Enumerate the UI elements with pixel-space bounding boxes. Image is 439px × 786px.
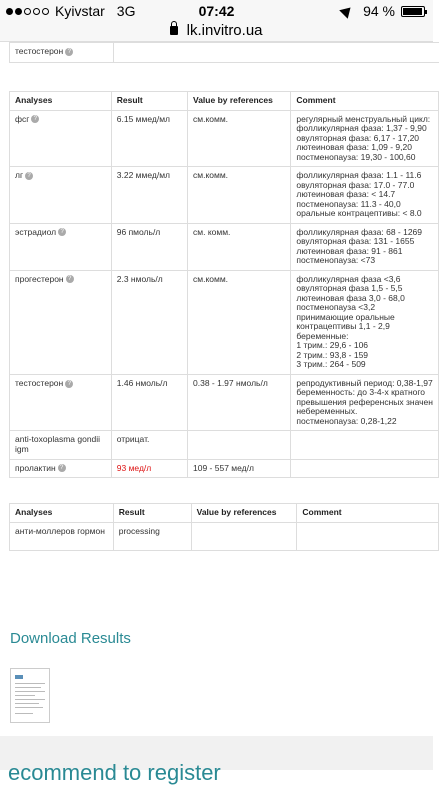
table-header-row	[10, 92, 439, 111]
comment-line: фолликулярная фаза: 1.1 - 11.6	[296, 171, 433, 181]
reference-value: см.комм.	[188, 270, 291, 374]
analysis-name: эстрадиол	[15, 227, 56, 237]
comment-cell	[291, 270, 439, 374]
help-icon[interactable]: ?	[58, 228, 66, 236]
comment-line: оральные контрацептивы: < 8.0	[296, 209, 433, 219]
comment-line: постменопауза: <73	[296, 256, 433, 266]
column-header-comment: Comment	[291, 92, 439, 111]
reference-value	[188, 431, 291, 459]
result-value: 3.22 ммед/мл	[111, 167, 187, 224]
comment-cell	[297, 522, 439, 550]
comment-cell	[291, 167, 439, 224]
comment-line: овуляторная фаза: 131 - 1655	[296, 237, 433, 247]
comment-line: небеременных.	[296, 407, 433, 417]
comment-line: постменопауза <3,2	[296, 303, 433, 313]
reference-value: см. комм.	[188, 223, 291, 270]
analysis-name: пролактин	[15, 463, 56, 473]
previous-table-fragment	[9, 42, 439, 63]
download-results-heading: Download Results	[10, 630, 131, 647]
table-cell	[10, 43, 114, 63]
help-icon[interactable]: ?	[58, 464, 66, 472]
table-row	[10, 522, 439, 550]
table-row	[10, 167, 439, 224]
column-header-result: Result	[113, 504, 191, 523]
result-value: 2.3 нмоль/л	[111, 270, 187, 374]
analysis-name: фсг	[15, 114, 29, 124]
comment-cell	[291, 223, 439, 270]
comment-cell	[291, 459, 439, 478]
register-banner-text: ecommend to register	[8, 760, 221, 786]
analysis-name: anti-toxoplasma gondii igm	[15, 434, 100, 454]
comment-line: репродуктивный период: 0,38-1,97	[296, 379, 433, 389]
table-row	[10, 431, 439, 459]
result-value: 1.46 нмоль/л	[111, 374, 187, 431]
comment-cell	[291, 374, 439, 431]
result-value: 96 пмоль/л	[111, 223, 187, 270]
table-cell	[10, 223, 112, 270]
comment-line: 1 трим.: 29,6 - 106	[296, 341, 433, 351]
comment-line: лютеиновая фаза: < 14.7	[296, 190, 433, 200]
comment-line: овуляторная фаза: 6,17 - 17,20	[296, 134, 433, 144]
table-cell	[10, 167, 112, 224]
comment-line: овуляторная фаза 1,5 - 5,5	[296, 284, 433, 294]
comment-line: принимающие оральные	[296, 313, 433, 323]
table-row	[10, 374, 439, 431]
table-cell	[10, 431, 112, 459]
analyses-table-2	[9, 503, 439, 551]
comment-line: постменопауза: 0,28-1,22	[296, 417, 433, 427]
result-value: processing	[113, 522, 191, 550]
column-header-analyses: Analyses	[10, 504, 114, 523]
status-bar	[0, 0, 433, 22]
column-header-comment: Comment	[297, 504, 439, 523]
analysis-name: анти-моллеров гормон	[15, 526, 105, 536]
table-row	[10, 459, 439, 478]
result-document-thumbnail[interactable]	[10, 668, 50, 723]
comment-line: 3 трим.: 264 - 509	[296, 360, 433, 370]
reference-value	[191, 522, 297, 550]
column-header-analyses: Analyses	[10, 92, 112, 111]
comment-line: фолликулярная фаза: 68 - 1269	[296, 228, 433, 238]
analyses-table	[9, 91, 439, 478]
comment-line: превышения референсных значен	[296, 398, 433, 408]
register-banner[interactable]	[0, 736, 433, 770]
table-header-row	[10, 504, 439, 523]
comment-cell	[291, 431, 439, 459]
comment-line: лютеиновая фаза 3,0 - 68,0	[296, 294, 433, 304]
column-header-reference: Value by references	[188, 92, 291, 111]
analysis-name: лг	[15, 170, 23, 180]
comment-line: постменопауза: 11.3 - 40,0	[296, 200, 433, 210]
comment-line: 2 трим.: 93,8 - 159	[296, 351, 433, 361]
reference-value: см.комм.	[188, 167, 291, 224]
result-value: 6.15 ммед/мл	[111, 110, 187, 167]
column-header-reference: Value by references	[191, 504, 297, 523]
clock: 07:42	[0, 3, 433, 19]
table-cell	[10, 374, 112, 431]
address-bar[interactable]	[0, 22, 433, 42]
help-icon[interactable]: ?	[31, 115, 39, 123]
comment-line: регулярный менструальный цикл:	[296, 115, 433, 125]
help-icon[interactable]: ?	[65, 48, 73, 56]
comment-line: овуляторная фаза: 17.0 - 77.0	[296, 181, 433, 191]
reference-value: 109 - 557 мед/л	[188, 459, 291, 478]
comment-line: фолликулярная фаза: 1,37 - 9,90	[296, 124, 433, 134]
comment-line: беременность: до 3-4-х кратного	[296, 388, 433, 398]
result-value: 93 мед/л	[111, 459, 187, 478]
reference-value: 0.38 - 1.97 нмоль/л	[188, 374, 291, 431]
help-icon[interactable]: ?	[66, 275, 74, 283]
reference-value: см.комм.	[188, 110, 291, 167]
table-cell	[10, 459, 112, 478]
comment-line: лютеиновая фаза: 91 - 861	[296, 247, 433, 257]
lock-icon	[170, 26, 178, 35]
table-row	[10, 270, 439, 374]
table-cell	[114, 43, 439, 63]
location-arrow-icon	[339, 3, 355, 19]
help-icon[interactable]: ?	[65, 380, 73, 388]
table-cell	[10, 522, 114, 550]
analysis-name: прогестерон	[15, 274, 64, 284]
battery-percent: 94 %	[363, 3, 395, 19]
comment-line: фолликулярная фаза <3,6	[296, 275, 433, 285]
comment-line: контрацептивы 1,1 - 2,9	[296, 322, 433, 332]
battery-icon	[401, 6, 425, 17]
table-cell	[10, 110, 112, 167]
network-type: 3G	[117, 3, 136, 19]
table-row	[10, 110, 439, 167]
analysis-name: тестостерон	[15, 378, 63, 388]
url-text: lk.invitro.ua	[187, 22, 263, 39]
comment-cell	[291, 110, 439, 167]
help-icon[interactable]: ?	[25, 172, 33, 180]
comment-line: постменопауза: 19,30 - 100,60	[296, 153, 433, 163]
comment-line: беременные:	[296, 332, 433, 342]
table-cell	[10, 270, 112, 374]
column-header-result: Result	[111, 92, 187, 111]
table-row	[10, 223, 439, 270]
carrier-name: Kyivstar	[55, 3, 105, 19]
comment-line: лютеиновая фаза: 1,09 - 9,20	[296, 143, 433, 153]
result-value: отрицат.	[111, 431, 187, 459]
analysis-name: тестостерон	[15, 46, 63, 56]
